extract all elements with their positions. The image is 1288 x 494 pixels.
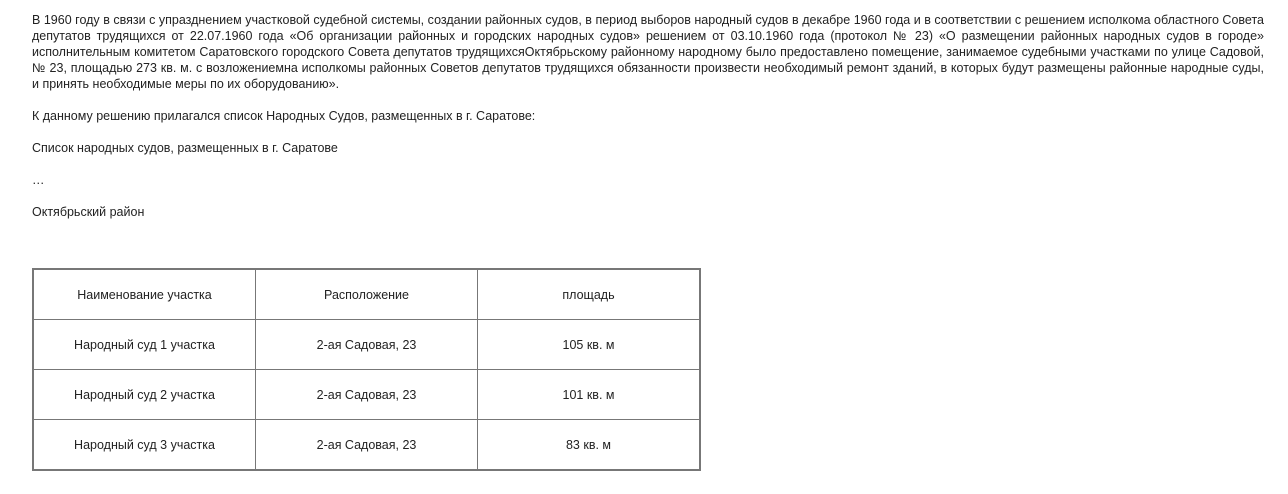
list-intro-paragraph: К данному решению прилагался список Народных Судов, размещенных в г. Саратове:	[32, 109, 536, 123]
cell-area: 105 кв. м	[478, 320, 701, 370]
courts-table-wrapper	[32, 268, 701, 471]
cell-location: 2-ая Садовая, 23	[256, 370, 478, 420]
courts-table	[32, 268, 701, 471]
intro-paragraph: В 1960 году в связи с упразднением участковой судебной системы, создании районных судов, в период выборов народный судов в декабре 1960 года и в соответствии с решением исполкома областного Совета депутатов трудящихся от 22.07.1960 года «Об организации районных и городских народных судов» решением от 03.10.1960 года (протокол № 23) «О размещении районных народных судов в городе» исполнительным комитетом Саратовского городского Совета депутатов трудящихсяОктябрьскому районному народному было предоставлено помещение, занимаемое судебными участками по улице Садовой, № 23, площадью 273 кв. м. с возложениемна исполкомы районных Советов депутатов трудящихся обязанности произвести необходимый ремонт зданий, в которых будут размещены районные народные суды, и принять необходимые меры по их оборудованию».	[32, 13, 1264, 91]
cell-area: 83 кв. м	[478, 420, 701, 471]
cell-location: 2-ая Садовая, 23	[256, 420, 478, 471]
document-body	[32, 12, 1264, 220]
ellipsis-line: …	[32, 173, 45, 187]
cell-location: 2-ая Садовая, 23	[256, 320, 478, 370]
cell-area: 101 кв. м	[478, 370, 701, 420]
header-cell-area: площадь	[478, 269, 701, 320]
table-row	[33, 320, 700, 370]
list-title: Список народных судов, размещенных в г. Саратове	[32, 141, 338, 155]
header-cell-name: Наименование участка	[33, 269, 256, 320]
cell-name: Народный суд 3 участка	[33, 420, 256, 471]
cell-name: Народный суд 2 участка	[33, 370, 256, 420]
cell-name: Народный суд 1 участка	[33, 320, 256, 370]
table-row	[33, 420, 700, 471]
table-row	[33, 370, 700, 420]
table-header-row	[33, 269, 700, 320]
header-cell-location: Расположение	[256, 269, 478, 320]
district-name: Октябрьский район	[32, 205, 145, 219]
